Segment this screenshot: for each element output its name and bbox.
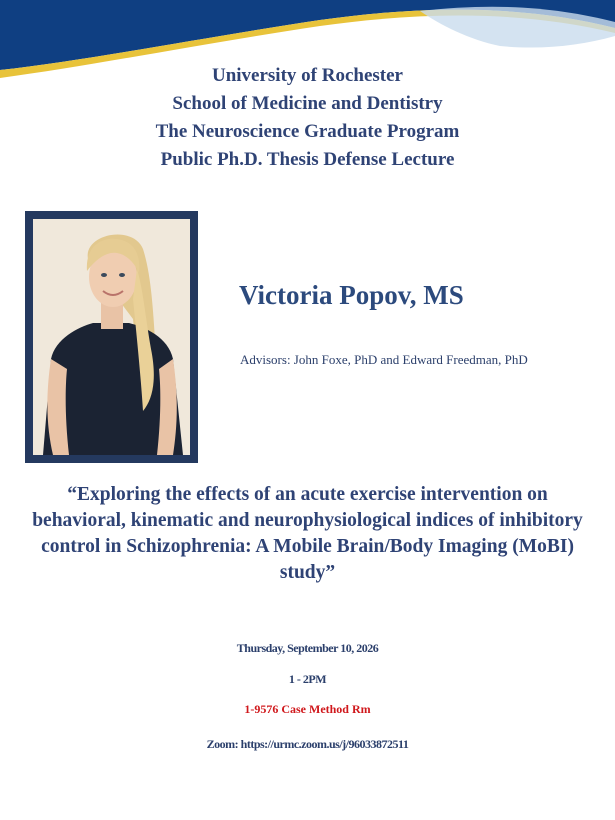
speaker-photo <box>33 219 190 455</box>
event-time: 1 - 2PM <box>288 672 327 686</box>
advisors-text: Advisors: John Foxe, PhD and Edward Freedman, PhD <box>240 352 528 367</box>
zoom-link[interactable]: Zoom: https://urmc.zoom.us/j/96033872511 <box>206 737 409 751</box>
event-type: Public Ph.D. Thesis Defense Lecture <box>160 149 455 170</box>
speaker-photo-frame <box>25 211 198 463</box>
event-room: 1-9576 Case Method Rm <box>244 702 371 716</box>
speaker-name: Victoria Popov, MS <box>239 280 464 310</box>
school-name: School of Medicine and Dentistry <box>172 93 443 114</box>
program-name: The Neuroscience Graduate Program <box>155 121 460 142</box>
thesis-title: “Exploring the effects of an acute exercise intervention on behavioral, kinematic and neurophysiological indices of inhibitory control in Schizophrenia: A Mobile Brain/Body Imaging (MoBI) study” <box>32 484 583 583</box>
university-name: University of Rochester <box>211 65 403 86</box>
event-header <box>0 62 615 174</box>
event-date: Thursday, September 10, 2026 <box>236 641 379 655</box>
